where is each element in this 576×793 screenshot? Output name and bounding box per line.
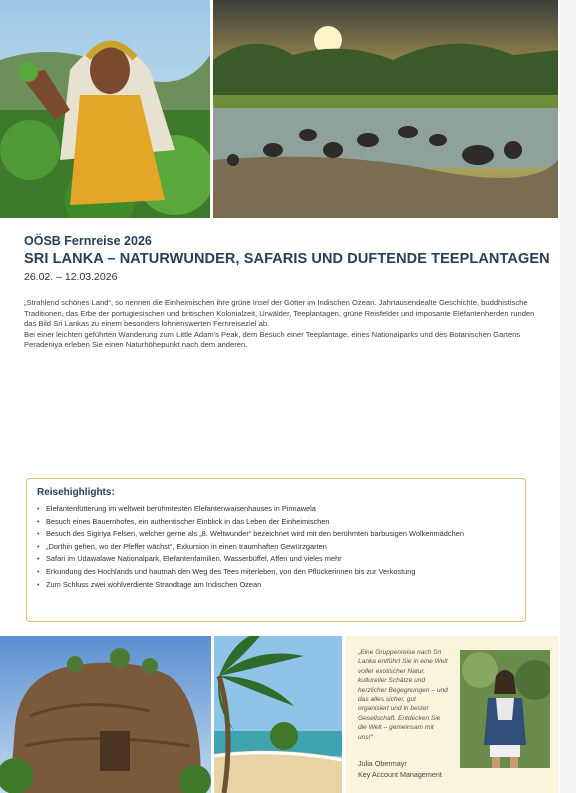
trip-dates: 26.02. – 12.03.2026: [24, 271, 118, 283]
trip-subtitle: OÖSB Fernreise 2026: [24, 234, 152, 248]
highlights-list: [37, 504, 515, 589]
list-item: • Elefantenfütterung im weltweit berühmtesten Elefantenwaisenhauses in Pinnawela: [37, 504, 515, 514]
highlights-title: Reisehighlights:: [37, 487, 115, 498]
quote-text: „Eine Gruppenreise nach Sri Lanka entführt Sie in eine Welt voller exotischer Natur, kultureller Schätze und herzlicher Begegnungen – und das alles sicher, gut organisiert und in bester Gesellschaft. Entdecken Sie die Welt – gemeinsam mit uns!“: [358, 649, 448, 741]
quote-author-name: Julia Obermayr: [358, 759, 407, 768]
avatar: [460, 650, 550, 768]
list-item: • Besuch eines Bauernhofes, ein authentischer Einblick in das Leben der Einheimischen: [37, 517, 515, 527]
page-edge: [560, 0, 576, 793]
quote-box: [346, 636, 558, 793]
page-title: SRI LANKA – NATURWUNDER, SAFARIS UND DUFTENDE TEEPLANTAGEN: [24, 251, 550, 267]
list-item: • „Dorthin gehen, wo der Pfeffer wächst“, Exkursion in einen traumhaften Gewürzgarten: [37, 542, 515, 552]
beach-palm-photo: [214, 636, 342, 793]
intro-paragraph-1: „Strahlend schönes Land“, so nennen die Einheimischen ihre grüne Insel der Götter im Indischen Ozean. Jahrtausendealte Geschichte, buddhistische Traditionen, das Erbe der portugiesischen und britischen Kolonialzeit, Urwälder, Teeplantagen, grüne Reisfelder und imposante Elefantenherden runden das Bild Sri Lankas zu einem besonders lohnenswerten Fernreiseziel ab.: [24, 298, 535, 329]
list-item: • Zum Schluss zwei wohlverdiente Strandtage am Indischen Ozean: [37, 580, 515, 590]
highlights-box: [26, 478, 526, 622]
intro-paragraph-2: Bei einer leichten geführten Wanderung zum Little Adam's Peak, dem Besuch einer Teeplantage, eines Nationalparks und des Botanischen Gartens Peradeniya erleben Sie einen Naturhöhepunkt nach dem anderen.: [24, 329, 521, 350]
list-item: • Safari im Udawalawe Nationalpark, Elefantenfamilien, Wasserbüffel, Affen und vieles mehr: [37, 554, 515, 564]
intro-text: [24, 298, 544, 351]
list-item: • Erkundung des Hochlands und hautnah den Weg des Tees miterleben, von den Pflückerinnen bis zur Verkostung: [37, 567, 515, 577]
elephants-river-photo: [213, 0, 558, 218]
quote-author-role: Key Account Management: [358, 770, 442, 779]
list-item: • Besuch des Sigiriya Felsen, welcher gerne als „8. Weltwunder“ bezeichnet wird mit den berühmten barbusigen Wolkenmädchen: [37, 529, 515, 539]
header: [24, 234, 550, 283]
tea-picker-photo: [0, 0, 210, 218]
sigiriya-rock-photo: [0, 636, 211, 793]
